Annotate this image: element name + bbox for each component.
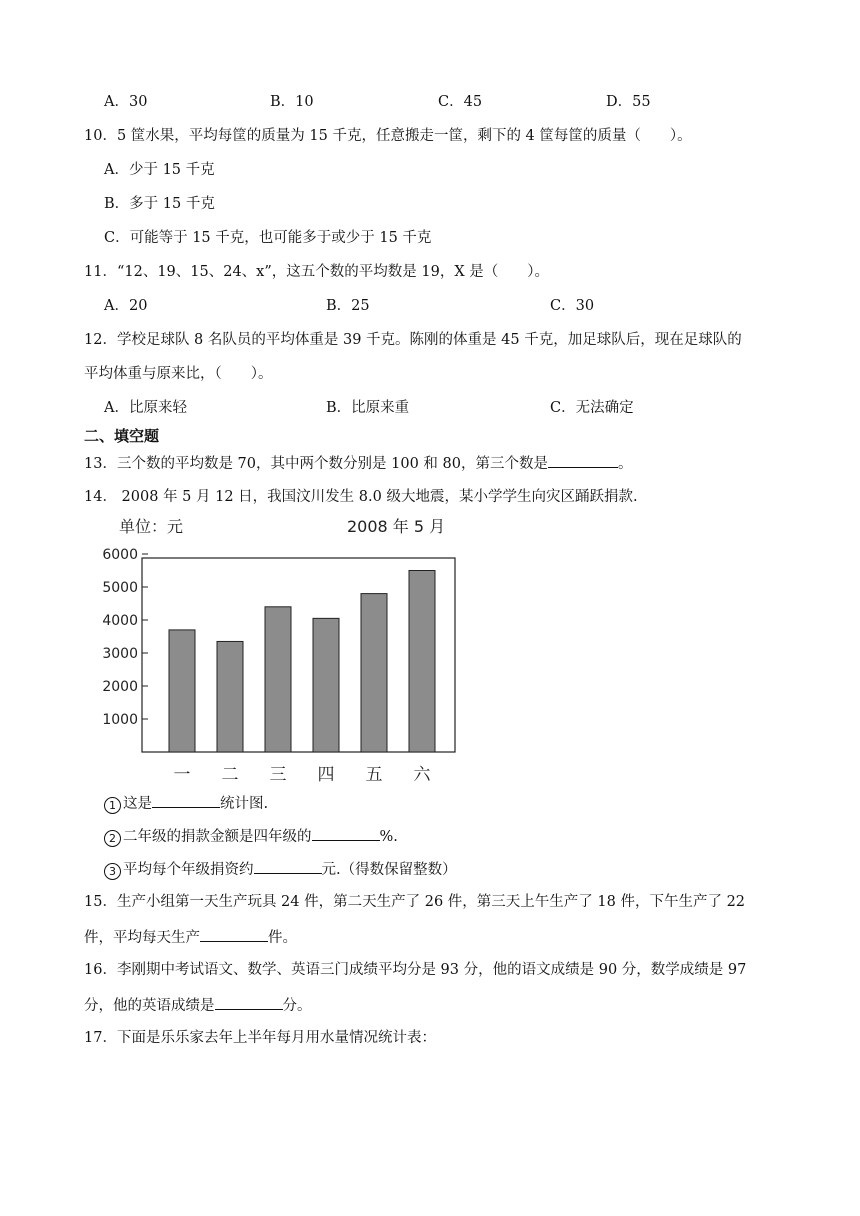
- q14-sub2-post: %.: [379, 829, 398, 845]
- q15-line2: [84, 926, 297, 948]
- q11-option-b: B．25: [326, 298, 370, 314]
- q10-option-b: B．多于 15 千克: [104, 196, 215, 212]
- y-tick-label: 4000: [102, 613, 138, 629]
- q16-line2-pre: 分，他的英语成绩是: [84, 998, 215, 1014]
- q14-sub2-pre: 二年级的捐款金额是四年级的: [123, 829, 312, 845]
- q14-sub1-pre: 这是: [123, 796, 152, 812]
- q12-option-b: B．比原来重: [326, 400, 410, 416]
- bar-grade-6: [409, 571, 435, 753]
- q12-option-c: C．无法确定: [550, 400, 634, 416]
- q10-option-c: C．可能等于 15 千克，也可能多于或少于 15 千克: [104, 230, 432, 246]
- x-category-label: 一: [173, 765, 191, 785]
- q9-option-a: A．30: [104, 94, 148, 110]
- q14-sub3: [104, 858, 457, 880]
- chart-unit-label: 单位：元: [119, 517, 184, 536]
- q10-option-a: A．少于 15 千克: [104, 162, 215, 178]
- q14-sub2: [104, 825, 398, 847]
- circled-number: 3: [104, 863, 121, 880]
- answer-blank[interactable]: [254, 858, 322, 874]
- q13-end: 。: [617, 456, 633, 472]
- q12-option-a: A．比原来轻: [104, 400, 187, 416]
- q12-stem-line1: 12．学校足球队 8 名队员的平均体重是 39 千克。陈刚的体重是 45 千克，加足球队后，现在足球队的: [84, 332, 742, 348]
- q14-sub1: [104, 792, 268, 814]
- bar-chart: [95, 510, 465, 788]
- q15-line2-post: 件。: [268, 930, 297, 946]
- bar-grade-5: [361, 594, 387, 752]
- q14-sub1-post: 统计图.: [220, 796, 269, 812]
- q9-option-b: B．10: [270, 94, 314, 110]
- y-tick-label: 6000: [102, 547, 138, 563]
- q15-line1: 15．生产小组第一天生产玩具 24 件，第二天生产了 26 件，第三天上午生产了 18 件，下午生产了 22: [84, 894, 746, 910]
- q14-stem: 14． 2008 年 5 月 12 日，我国汶川发生 8.0 级大地震，某小学学生向灾区踊跃捐款.: [84, 489, 638, 505]
- y-tick-label: 3000: [102, 646, 138, 662]
- answer-blank[interactable]: [200, 926, 268, 942]
- q10-stem: 10．5 筐水果，平均每筐的质量为 15 千克，任意搬走一筐，剩下的 4 筐每筐的质量（ ）。: [84, 128, 692, 144]
- y-tick-label: 5000: [102, 580, 138, 596]
- q12-stem-line2: 平均体重与原来比，（ ）。: [84, 366, 273, 382]
- bar-grade-1: [169, 630, 195, 752]
- q17-stem: 17．下面是乐乐家去年上半年每月用水量情况统计表：: [84, 1030, 436, 1046]
- q9-option-c: C．45: [438, 94, 483, 110]
- y-tick-label: 1000: [102, 712, 138, 728]
- answer-blank[interactable]: [152, 792, 220, 808]
- q13-text: 13．三个数的平均数是 70，其中两个数分别是 100 和 80，第三个数是: [84, 456, 548, 472]
- q15-line2-pre: 件，平均每天生产: [84, 930, 200, 946]
- bar-grade-3: [265, 607, 291, 752]
- q16-line2: [84, 994, 312, 1016]
- q11-stem: 11．“12、19、15、24、x”，这五个数的平均数是 19，X 是（ ）。: [84, 264, 549, 280]
- x-category-label: 三: [269, 765, 287, 785]
- x-category-label: 二: [221, 765, 239, 785]
- q11-option-c: C．30: [550, 298, 595, 314]
- bar-grade-2: [217, 641, 243, 752]
- x-category-label: 五: [365, 765, 383, 785]
- q11-option-a: A．20: [104, 298, 148, 314]
- chart-date-label: 2008 年 5 月: [347, 517, 446, 536]
- answer-blank[interactable]: [548, 452, 618, 468]
- q16-line2-post: 分。: [282, 998, 312, 1014]
- q13-line: [84, 452, 632, 474]
- circled-number: 2: [104, 830, 121, 847]
- answer-blank[interactable]: [312, 825, 380, 841]
- q14-sub3-pre: 平均每个年级捐资约: [123, 862, 254, 878]
- bar-grade-4: [313, 618, 339, 752]
- circled-number: 1: [104, 797, 121, 814]
- q16-line1: 16．李刚期中考试语文、数学、英语三门成绩平均分是 93 分，他的语文成绩是 90 分，数学成绩是 97: [84, 962, 747, 978]
- x-category-label: 四: [317, 765, 335, 785]
- section-title: 二、填空题: [84, 427, 160, 445]
- q14-sub3-post: 元.（得数保留整数）: [321, 862, 457, 878]
- x-category-label: 六: [413, 765, 431, 785]
- answer-blank[interactable]: [215, 994, 283, 1010]
- y-tick-label: 2000: [102, 679, 138, 695]
- q9-option-d: D．55: [606, 94, 651, 110]
